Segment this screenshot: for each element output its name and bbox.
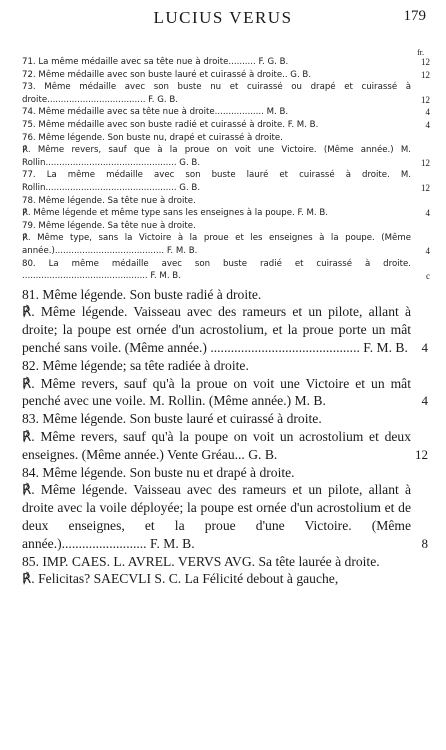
catalog-entry <box>0 410 446 428</box>
entry-text: 73. Même médaille avec son buste nu et cuirassé ou drapé et cuirassé à droite.................................... F. G. B. <box>22 82 411 105</box>
entry-value: 12 <box>421 94 430 105</box>
entry-text: ℟. Même légende et même type sans les enseignes à la poupe. F. M. B. <box>22 208 328 219</box>
page-number: 179 <box>403 8 426 24</box>
catalog-entry <box>0 220 446 233</box>
entry-value: 4 <box>425 208 430 219</box>
entry-value: 12 <box>415 446 428 462</box>
entry-text: 80. La même médaille avec son buste radié et cuirassé à droite. .............................................. F. M. B. <box>22 258 411 282</box>
entry-value: 12 <box>421 182 430 193</box>
entry-value: 12 <box>421 69 430 80</box>
catalog-entry <box>0 132 446 145</box>
catalog-entry <box>0 303 446 356</box>
catalog-entry <box>0 375 446 411</box>
entry-value: 8 <box>421 535 428 551</box>
catalog-entry <box>0 81 446 106</box>
entry-text: ℟. Même type, sans la Victoire à la proue et les enseignes à la poupe. (Même année.)........................................ F. M. B. <box>22 233 411 256</box>
catalog-entry <box>0 195 446 208</box>
catalog-entries <box>0 56 446 588</box>
entry-value: 12 <box>421 57 430 67</box>
catalog-entry <box>0 169 446 194</box>
catalog-entry <box>0 258 446 283</box>
entry-text: ℟. Même revers, sauf que à la proue on voit une Victoire. (Même année.) M. Rollin................................................ G. B. <box>22 145 411 168</box>
entry-text: 72. Même médaille avec son buste lauré et cuirassé à droite.. G. B. <box>22 69 312 80</box>
entry-text: 81. Même légende. Son buste radié à droite. <box>22 286 262 302</box>
entry-text: 75. Même médaille avec son buste radié et cuirassé à droite. F. M. B. <box>22 119 319 130</box>
page-header <box>0 6 446 28</box>
entry-text: ℟. Même revers, sauf qu'à la poupe on voit un acrostolium et deux enseignes. (Même année.) Vente Gréau... G. B. <box>22 429 411 462</box>
catalog-entry <box>0 428 446 464</box>
entry-text: 85. IMP. CAES. L. AVREL. VERVS AVG. Sa tête laurée à droite. <box>22 553 380 569</box>
entry-text: 76. Même légende. Son buste nu, drapé et cuirassé à droite. <box>22 132 283 143</box>
catalog-entry <box>0 481 446 552</box>
entry-value: 4 <box>425 245 430 256</box>
entry-text: 79. Même légende. Sa tête nue à droite. <box>22 220 196 231</box>
catalog-entry <box>0 464 446 482</box>
catalog-entry <box>0 286 446 304</box>
entry-text: 83. Même légende. Son buste lauré et cuirassé à droite. <box>22 411 322 427</box>
catalog-entry <box>0 119 446 132</box>
catalog-entry <box>0 357 446 375</box>
entry-value: c <box>426 271 430 282</box>
entry-text: 84. Même légende. Son buste nu et drapé à droite. <box>22 464 295 480</box>
entry-value: 4 <box>421 393 428 409</box>
catalog-entry <box>0 144 446 169</box>
column-head: fr. <box>417 48 424 57</box>
entry-text: 71. La même médaille avec sa tête nue à droite.......... F. G. B. <box>22 57 289 67</box>
entry-value: 4 <box>425 119 430 130</box>
running-title: LUCIUS VERUS <box>153 8 293 27</box>
entry-value: 12 <box>421 157 430 168</box>
entry-text: ℟. Felicitas? SAECVLI S. C. La Félicité debout à gauche, <box>22 571 339 587</box>
catalog-entry <box>0 553 446 571</box>
catalog-entry <box>0 570 446 588</box>
entry-value: 4 <box>421 340 428 356</box>
entry-text: 78. Même légende. Sa tête nue à droite. <box>22 195 196 206</box>
entry-text: ℟. Même revers, sauf qu'à la proue on voit une Victoire et un mât penché avec une voile. M. Rollin. (Même année.) M. B. <box>22 375 411 409</box>
entry-text: 82. Même légende; sa tête radiée à droite. <box>22 357 249 373</box>
entry-text: 77. La même médaille avec son buste lauré et cuirassé à droite. M. Rollin................................................ G. B. <box>22 170 411 193</box>
entry-text: ℟. Même légende. Vaisseau avec des rameurs et un pilote, allant à droite; la poupe est ornée d'un acrostolium, et la proue porte un mât penché sans voile. (Même année.) ............................................ F. M. B. <box>22 304 411 356</box>
catalog-entry <box>0 106 446 119</box>
entry-text: ℟. Même légende. Vaisseau avec des rameurs et un pilote, allant à droite avec la voile déployée; la poupe est ornée d'un acrostolium et de deux enseignes, et la proue d'une Victoire. (Même année.)......................... F. M. B. <box>22 482 411 551</box>
catalog-entry <box>0 207 446 220</box>
entry-text: 74. Même médaille avec sa tête nue à droite.................. M. B. <box>22 107 289 118</box>
catalog-entry <box>0 56 446 69</box>
catalog-entry <box>0 232 446 257</box>
entry-value: 4 <box>425 107 430 118</box>
catalog-entry <box>0 69 446 82</box>
